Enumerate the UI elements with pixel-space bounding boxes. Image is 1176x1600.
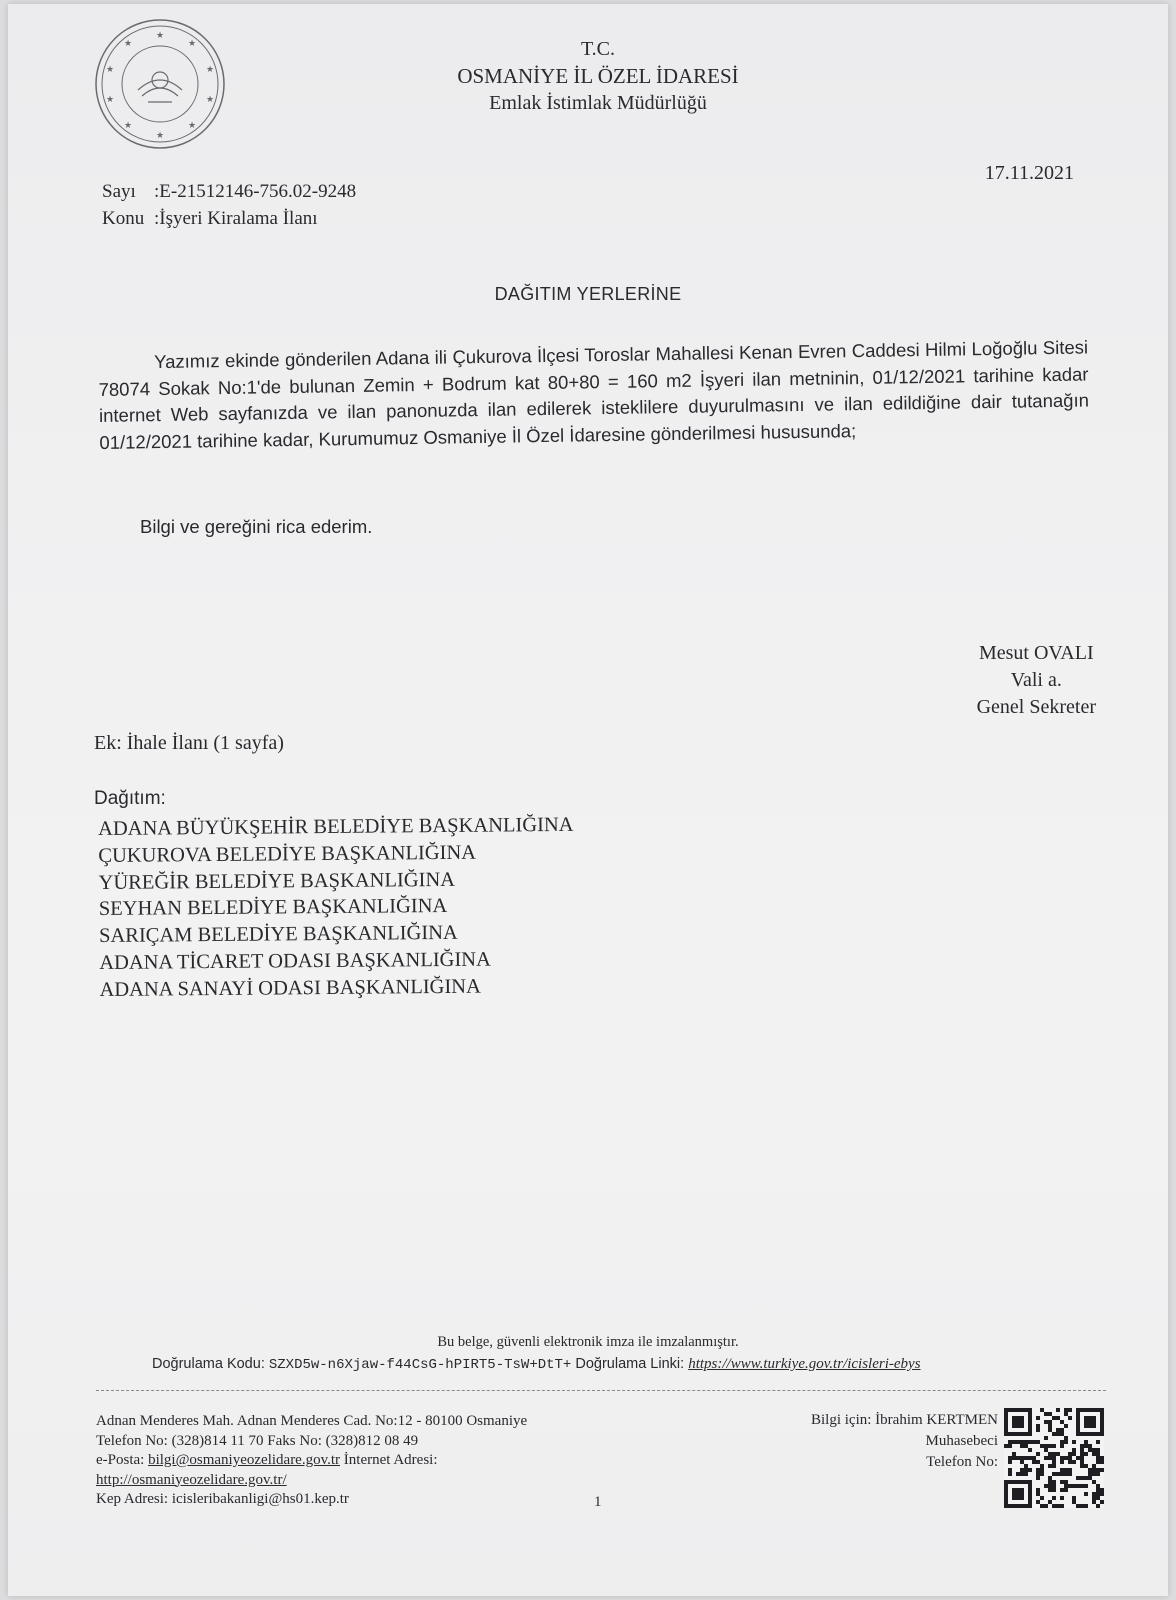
footer-info-phone: Telefon No: xyxy=(926,1454,998,1470)
verification-code: SZXD5w-n6Xjaw-f44CsG-hPIRT5-TsW+DtT+ xyxy=(268,1357,572,1373)
footer-web-label: İnternet Adresi: xyxy=(343,1452,438,1468)
letterhead-institution: OSMANİYE İL ÖZEL İDARESİ xyxy=(457,64,739,88)
distribution-item: ADANA SANAYİ ODASI BAŞKANLIĞINA xyxy=(99,975,481,1001)
verification-link[interactable]: https://www.turkiye.gov.tr/icisleri-ebys xyxy=(688,1356,921,1372)
svg-text:★: ★ xyxy=(123,121,133,131)
konu-row xyxy=(102,205,356,232)
footer-web-link[interactable]: http://osmaniyeozelidare.gov.tr/ xyxy=(96,1471,287,1488)
footer-divider xyxy=(96,1390,1106,1391)
footer-contact xyxy=(96,1412,527,1510)
footer-email-link[interactable]: bilgi@osmaniyeozelidare.gov.tr xyxy=(148,1452,341,1468)
footer-address: Adnan Menderes Mah. Adnan Menderes Cad. No:12 - 80100 Osmaniye xyxy=(96,1413,528,1429)
footer-info-label: Bilgi için: İbrahim KERTMEN xyxy=(811,1412,998,1428)
svg-text:★: ★ xyxy=(187,39,197,49)
closing-line: Bilgi ve gereğini rica ederim. xyxy=(140,516,373,537)
signature-block xyxy=(977,640,1096,721)
page-number: 1 xyxy=(594,1494,602,1510)
svg-text:★: ★ xyxy=(205,95,215,105)
body-text xyxy=(98,334,1090,456)
footer-info-title: Muhasebeci xyxy=(925,1433,998,1449)
qr-code-icon xyxy=(1004,1408,1104,1508)
svg-text:★: ★ xyxy=(123,39,133,49)
body-paragraph: Yazımız ekinde gönderilen Adana ili Çukurova İlçesi Toroslar Mahallesi Kenan Evren Caddesi Hilmi Loğoğlu Sitesi 78074 Sokak No:1'de bulunan Zemin + Bodrum kat 80+80 = 160 m2 İşyeri ilan metninin, 01/12/2021 tarihine kadar internet Web sayfanızda ve ilan panonuzda ilan edilerek isteklilere duyurulmasını ve ilan edildiğine dair tutanağın 01/12/2021 tarihine kadar, Kurumumuz Osmaniye İl Özel İdaresine gönderilmesi hususunda; xyxy=(98,336,1090,453)
svg-text:★: ★ xyxy=(105,95,115,105)
footer-email-row xyxy=(96,1451,527,1471)
verification-code-label: Doğrulama Kodu: xyxy=(152,1356,265,1372)
document-page xyxy=(8,4,1168,1596)
signer-name: Mesut OVALI xyxy=(978,642,1094,664)
sayi-row xyxy=(102,178,356,205)
distribution-list xyxy=(98,812,575,1004)
footer-kep: Kep Adresi: icisleribakanligi@hs01.kep.tr xyxy=(96,1491,349,1507)
attachment-note: Ek: İhale İlanı (1 sayfa) xyxy=(94,732,284,754)
document-meta xyxy=(102,178,356,232)
svg-text:★: ★ xyxy=(155,31,165,41)
signer-authority: Vali a. xyxy=(1010,669,1062,691)
sayi-label: Sayı xyxy=(102,181,136,202)
ministry-seal-icon xyxy=(92,16,228,152)
distribution-title: Dağıtım: xyxy=(94,788,166,809)
konu-value: :İşyeri Kiralama İlanı xyxy=(154,208,318,229)
letterhead xyxy=(388,36,808,117)
svg-text:★: ★ xyxy=(155,131,165,141)
addressee-heading: DAĞITIM YERLERİNE xyxy=(494,284,682,304)
svg-text:★: ★ xyxy=(105,65,115,75)
verification-line xyxy=(152,1356,921,1373)
distribution-item: SEYHAN BELEDİYE BAŞKANLIĞINA xyxy=(98,895,448,921)
svg-text:★: ★ xyxy=(205,65,215,75)
distribution-item: ADANA BÜYÜKŞEHİR BELEDİYE BAŞKANLIĞINA xyxy=(98,813,574,840)
distribution-item: SARIÇAM BELEDİYE BAŞKANLIĞINA xyxy=(98,922,458,948)
signer-title: Genel Sekreter xyxy=(976,696,1096,718)
svg-text:★: ★ xyxy=(187,121,197,131)
footer-phone: Telefon No: (328)814 11 70 Faks No: (328)812 08 49 xyxy=(96,1432,419,1449)
distribution-item: ÇUKUROVA BELEDİYE BAŞKANLIĞINA xyxy=(98,841,477,867)
distribution-item: YÜREĞİR BELEDİYE BAŞKANLIĞINA xyxy=(98,868,456,894)
esign-note: Bu belge, güvenli elektronik imza ile imzalanmıştır. xyxy=(437,1334,739,1350)
konu-label: Konu xyxy=(102,208,145,229)
distribution-item: ADANA TİCARET ODASI BAŞKANLIĞINA xyxy=(99,948,491,974)
footer-info xyxy=(811,1410,998,1473)
letterhead-country: T.C. xyxy=(580,38,616,60)
document-date: 17.11.2021 xyxy=(984,162,1074,184)
verification-link-label: Doğrulama Linki: xyxy=(575,1356,685,1372)
footer-email-label: e-Posta: xyxy=(96,1452,145,1468)
sayi-value: :E-21512146-756.02-9248 xyxy=(154,181,357,202)
letterhead-department: Emlak İstimlak Müdürlüğü xyxy=(489,92,707,114)
